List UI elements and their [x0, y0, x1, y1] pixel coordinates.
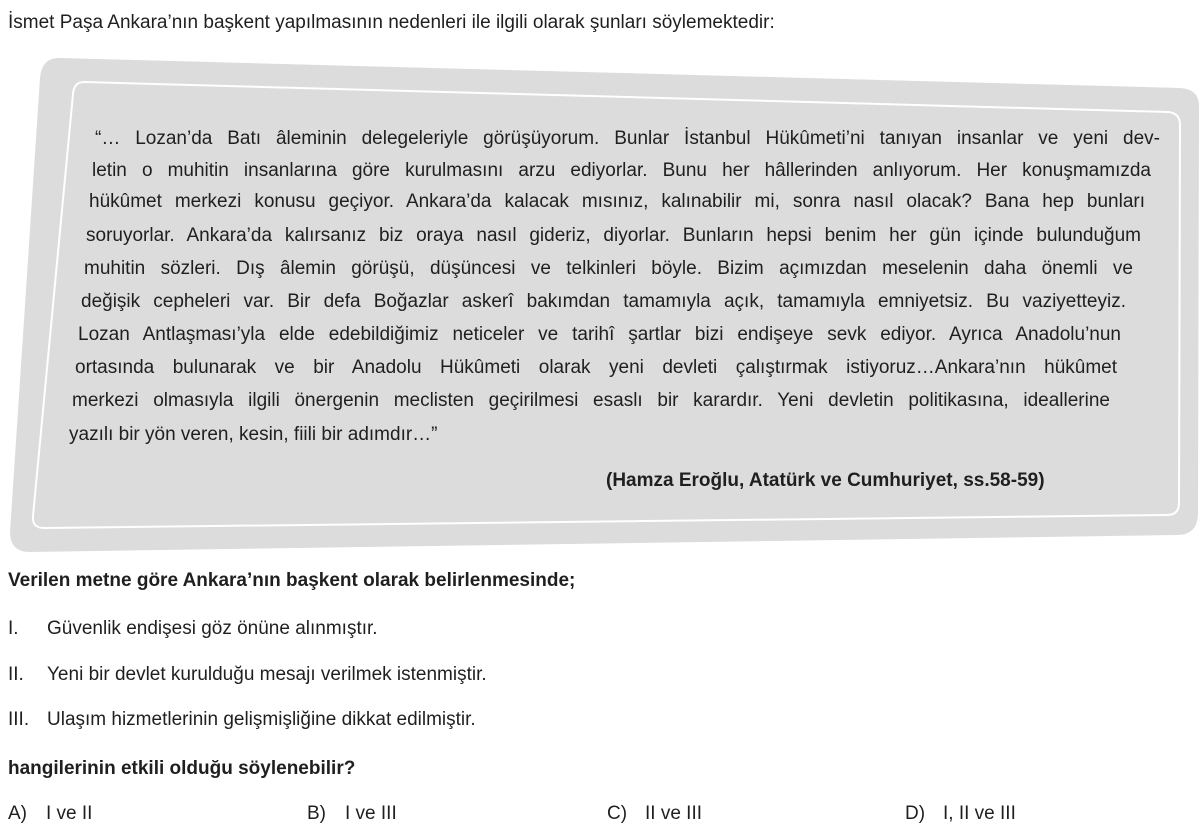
option-a[interactable] — [8, 801, 92, 827]
quote-line: soruyorlar. Ankara’da kalırsanız biz oraya nasıl gideriz, diyorlar. Bunların hepsi benim her gün içinde bulunduğum — [86, 225, 1141, 246]
statement-ii — [8, 662, 487, 688]
statement-text: Güvenlik endişesi göz önüne alınmıştır. — [47, 618, 378, 639]
statement-numeral: II. — [8, 664, 24, 685]
quote-line: ortasında bulunarak ve bir Anadolu Hükûmeti olarak yeni devleti çalıştırmak istiyoruz…Ankara’nın hükûmet — [75, 357, 1117, 378]
option-d[interactable] — [905, 801, 1016, 827]
option-text: I, II ve III — [943, 803, 1016, 824]
option-letter: A) — [8, 803, 27, 824]
statement-text: Ulaşım hizmetlerinin gelişmişliğine dikkat edilmiştir. — [47, 709, 476, 730]
option-letter: C) — [607, 803, 628, 824]
quote-line: “… Lozan’da Batı âleminin delegeleriyle görüşüyorum. Bunlar İstanbul Hükûmeti’ni tanıyan insanlar ve yeni dev- — [95, 128, 1160, 149]
quote-line: merkezi olmasıyla ilgili önergenin meclisten geçirilmesi esaslı bir karardır. Yeni devletin politikasına, ideallerine — [72, 390, 1110, 411]
statement-iii — [8, 707, 476, 733]
option-letter: D) — [905, 803, 926, 824]
option-b[interactable] — [307, 801, 397, 827]
option-text: II ve III — [645, 803, 703, 824]
quote-source: (Hamza Eroğlu, Atatürk ve Cumhuriyet, ss.58-59) — [606, 470, 1045, 491]
quote-line: Lozan Antlaşması’yla elde edebildiğimiz neticeler ve tarihî şartlar bizi endişeye sevk ediyor. Ayrıca Anadolu’nun — [78, 324, 1121, 345]
statement-text: Yeni bir devlet kurulduğu mesajı verilmek istenmiştir. — [47, 664, 487, 685]
option-c[interactable] — [607, 801, 702, 827]
quote-line: muhitin sözleri. Dış âlemin görüşü, düşüncesi ve telkinleri böyle. Bizim açımızdan meselenin daha önemli ve — [84, 258, 1133, 279]
statement-numeral: III. — [8, 709, 30, 730]
option-text: I ve II — [46, 803, 93, 824]
intro-text: İsmet Paşa Ankara’nın başkent yapılmasının nedenleri ile ilgili olarak şunları söylemektedir: — [8, 12, 775, 33]
option-text: I ve III — [345, 803, 397, 824]
quote-line: letin o muhitin insanlarına göre kurulmasını arzu ediyorlar. Bunu her hâllerinden anlıyorum. Her konuşmamızda — [92, 160, 1151, 181]
statement-numeral: I. — [8, 618, 19, 639]
quote-line: hükûmet merkezi konusu geçiyor. Ankara’da kalacak mısınız, kalınabilir mi, sonra nasıl olacak? Bana hep bunları — [89, 191, 1145, 212]
quote-line: değişik cepheleri var. Bir defa Boğazlar askerî bakımdan tamamıyla açık, tamamıyla emniyetsiz. Bu vaziyetteyiz. — [81, 291, 1126, 312]
option-letter: B) — [307, 803, 326, 824]
question-ending: hangilerinin etkili olduğu söylenebilir? — [8, 758, 356, 779]
question-stem: Verilen metne göre Ankara’nın başkent olarak belirlenmesinde; — [8, 570, 576, 591]
quote-line: yazılı bir yön veren, kesin, fiili bir adımdır…” — [69, 424, 438, 445]
statement-i — [8, 616, 378, 642]
